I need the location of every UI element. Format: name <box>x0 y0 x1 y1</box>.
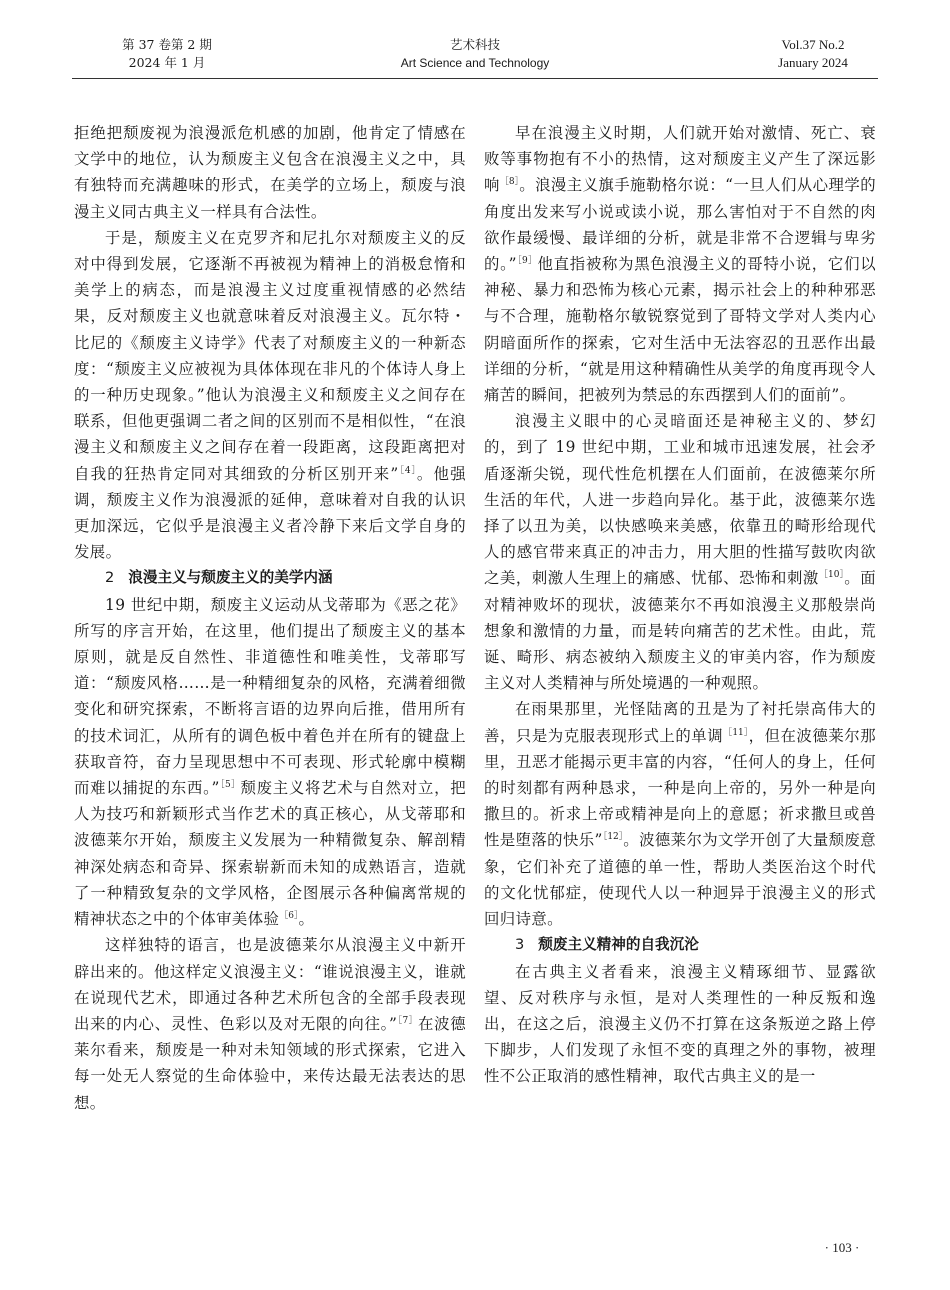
citation-ref: ［6］ <box>279 910 299 921</box>
page-number: · 103 · <box>824 1240 860 1255</box>
left-column <box>74 120 466 1116</box>
journal-name-en: Art Science and Technology <box>400 56 550 70</box>
paragraph-text: 在古典主义者看来，浪漫主义精琢细节、显露欲望、反对秩序与永恒，是对人类理性的一种反叛和逸出，在这之后，浪漫主义仍不打算在这条叛逆之路上停下脚步，人们发现了永恒不变的真理之外的事物，被理性不公正取消的感性精神，取代古典主义的是一 <box>484 962 876 1086</box>
right-column <box>484 120 876 1090</box>
header-left <box>112 36 222 72</box>
paragraph <box>484 959 876 1090</box>
header-right <box>758 36 868 72</box>
volume-en: Vol.37 No.2 <box>781 37 845 52</box>
paragraph-text: 。面对精神败坏的现状，波德莱尔不再如浪漫主义那般崇尚想象和激情的力量，而是转向痛苦的艺术性。由此，荒诞、畸形、病态被纳入颓废主义的审美内容，作为颓废主义对人类精神与所处境遇的一种观照。 <box>484 569 877 693</box>
paragraph-text: ，但在波德莱尔那里，丑恶才能揭示更丰富的内容，“任何人的身上，任何的时刻都有两种恳求，一种是向上帝的，另外一种是向撒旦的。祈求上帝或精神是向上的意愿；祈求撒旦或兽性是堕落的快乐” <box>484 726 876 850</box>
paragraph-text: 。 <box>298 910 315 929</box>
paragraph <box>74 932 466 1115</box>
citation-ref: ［7］ <box>397 1015 418 1026</box>
paragraph-text: 。他强调，颓废主义作为浪漫派的延伸，意味着对自我的认识更加深远，它似乎是浪漫主义者冷静下来后文学自身的发展。 <box>74 464 466 562</box>
paragraph-text: 早在浪漫主义时期，人们就开始对激情、死亡、衰败等事物抱有不小的热情，这对颓废主义产生了深远影响 <box>484 124 876 195</box>
paragraph-text: 在雨果那里，光怪陆离的丑是为了衬托崇高伟大的善，只是为克服表现形式上的单调 <box>484 700 876 745</box>
citation-ref: ［11］ <box>723 727 749 738</box>
header-center <box>375 36 575 72</box>
paragraph-text: 他直指被称为黑色浪漫主义的哥特小说，它们以神秘、暴力和恐怖为核心元素，揭示社会上的种种邪恶与不合理，施勒格尔敏锐察觉到了哥特文学对人类内心阴暗面所作的探索，它对生活中无法容忍的丑恶作出最详细的分析，“就是用这种精确性从美学的角度再现令人痛苦的瞬间，把被列为禁忌的东西摆到人们的面前”。 <box>484 255 876 405</box>
paragraph-text: 在波德莱尔看来，颓废是一种对未知领域的形式探索，它进入每一处无人察觉的生命体验中，来传达最无法表达的思想。 <box>74 1014 467 1112</box>
paragraph <box>74 120 466 225</box>
section-title: 浪漫主义与颓废主义的美学内涵 <box>128 569 333 587</box>
paragraph <box>484 696 876 932</box>
section-number: 3 <box>515 936 525 954</box>
citation-ref: ［10］ <box>818 570 845 581</box>
date-en: January 2024 <box>778 55 848 70</box>
paragraph-text: 浪漫主义眼中的心灵暗面还是神秘主义的、梦幻的，到了 19 世纪中期，工业和城市迅速发展，社会矛盾逐渐尖锐，现代性危机摆在人们面前，在波德莱尔所生活的年代，人进一步趋向异化。基于此，波德莱尔选择了以丑为美，以快感唤来美感，依靠丑的畸形给现代人的感官带来真正的冲击力，用大胆的性描写鼓吹肉欲之美，刺激人生理上的痛感、忧郁、恐怖和刺激 <box>484 412 876 588</box>
paragraph-text: 颓废主义将艺术与自然对立，把人为技巧和新颖形式当作艺术的真正核心，从戈蒂耶和波德莱尔开始，颓废主义发展为一种精微复杂、解剖精神深处病态和奇异、探索崭新而未知的成熟语言，造就了一种精致复杂的文学风格，企图展示各种偏离常规的精神状态之中的个体审美体验 <box>74 779 467 929</box>
paragraph <box>484 408 876 696</box>
section-heading-2 <box>74 565 466 591</box>
header-rule <box>72 78 878 79</box>
section-title: 颓废主义精神的自我沉沦 <box>538 936 699 954</box>
section-heading-3 <box>484 932 876 958</box>
citation-ref: ［12］ <box>602 832 624 843</box>
paragraph-text: 拒绝把颓废视为浪漫派危机感的加剧，他肯定了情感在文学中的地位，认为颓废主义包含在浪漫主义之中，具有独特而充满趣味的形式，在美学的立场上，颓废与浪漫主义同古典主义一样具有合法性。 <box>74 124 466 221</box>
paragraph-text: 19 世纪中期，颓废主义运动从戈蒂耶为《恶之花》所写的序言开始，在这里，他们提出了颓废主义的基本原则，就是反自然性、非道德性和唯美性，戈蒂耶写道：“颓废风格……是一种精细复杂的风格，充满着细微变化和研究探索，不断将言语的边界向后推，借用所有的技术词汇，从所有的调色板中着色并在所有的键盘上获取音符，奋力呈现思想中不可表现、形式轮廓中模糊而难以捕捉的东西。” <box>74 595 466 798</box>
paragraph-text: 。浪漫主义旗手施勒格尔说：“一旦人们从心理学的角度出发来写小说或读小说，那么害怕对于不自然的肉欲作最缓慢、最详细的分析，就是非常不合逻辑与卑劣的。” <box>484 176 876 274</box>
paragraph-text: 于是，颓废主义在克罗齐和尼扎尔对颓废主义的反对中得到发展，它逐渐不再被视为精神上的消极怠惰和美学上的病态，而是浪漫主义过度重视情感的必然结果，反对颓废主义也就意味着反对浪漫主义。瓦尔特・比尼的《颓废主义诗学》代表了对颓废主义的一种新态度：“颓废主义应被视为具体体现在非凡的个体诗人身上的一种历史现象。”他认为浪漫主义和颓废主义之间存在联系，但他更强调二者之间的区别而不是相似性，“在浪漫主义和颓废主义之间存在着一段距离，这段距离把对自我的狂热肯定同对其细致的分析区别开来” <box>74 228 466 483</box>
page-header <box>0 36 950 76</box>
citation-ref: ［4］ <box>398 465 417 476</box>
section-number: 2 <box>105 569 115 587</box>
citation-ref: ［9］ <box>516 255 538 266</box>
paragraph <box>74 225 466 566</box>
date-cn: 2024 年 1 月 <box>128 55 206 70</box>
volume-cn: 第 37 卷第 2 期 <box>122 37 212 52</box>
paragraph <box>484 120 876 408</box>
citation-ref: ［8］ <box>499 177 520 188</box>
paragraph-text: 这样独特的语言，也是波德莱尔从浪漫主义中新开辟出来的。他这样定义浪漫主义：“谁说浪漫主义，谁就在说现代艺术，即通过各种艺术所包含的全部手段表现出来的内心、灵性、色彩以及对无限的向往。” <box>74 936 466 1033</box>
paragraph <box>74 592 466 933</box>
paragraph-text: 。波德莱尔为文学开创了大量颓废意象，它们补充了道德的单一性，帮助人类医治这个时代的文化忧郁症，使现代人以一种迥异于浪漫主义的形式回归诗意。 <box>484 831 876 929</box>
journal-name-cn: 艺术科技 <box>449 37 500 52</box>
citation-ref: ［5］ <box>219 779 241 790</box>
